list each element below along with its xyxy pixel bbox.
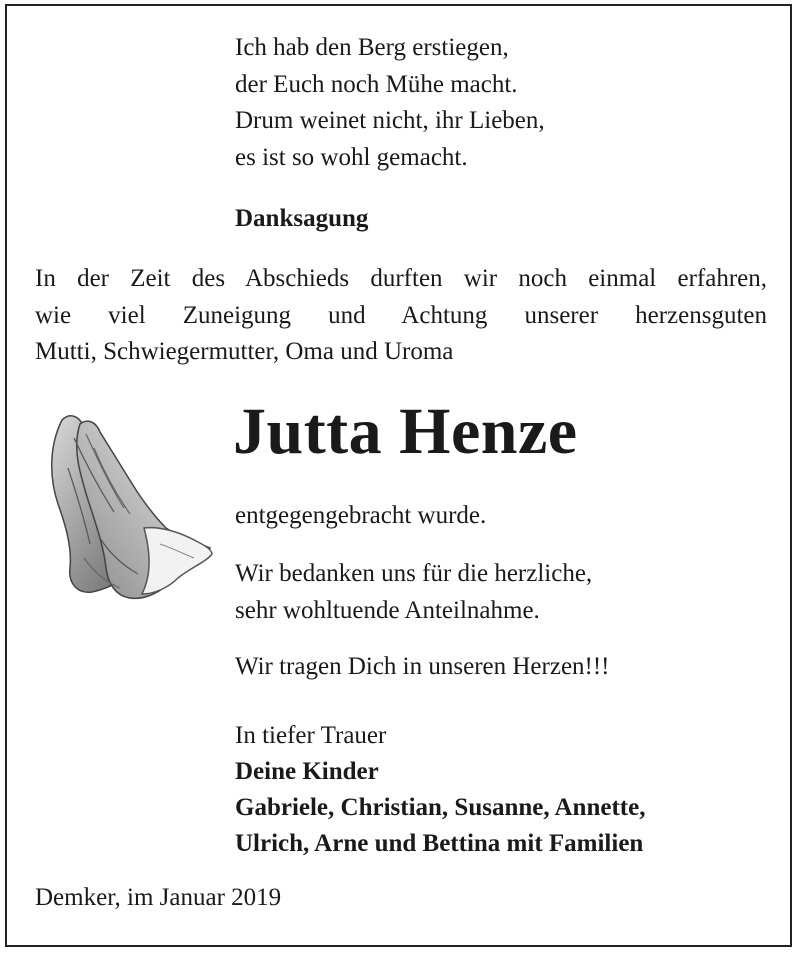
intro-paragraph — [35, 261, 767, 371]
received-text: entgegengebracht wurde. — [235, 502, 487, 529]
deceased-name: Jutta Henze — [233, 395, 578, 468]
poem — [235, 30, 545, 176]
intro-line: Mutti, Schwiegermutter, Oma und Uroma — [35, 338, 454, 365]
intro-line: wie viel Zuneigung und Achtung unserer herzensguten — [35, 301, 767, 329]
heading-danksagung: Danksagung — [235, 205, 369, 232]
poem-line: Ich hab den Berg erstiegen, — [235, 34, 509, 61]
poem-line: Drum weinet nicht, ihr Lieben, — [235, 107, 545, 134]
signature-block — [235, 718, 645, 862]
poem-line: der Euch noch Mühe macht. — [235, 70, 518, 98]
mourning-text: In tiefer Trauer — [235, 722, 387, 749]
thanks-paragraph — [235, 556, 592, 629]
thanks-line: sehr wohltuende Anteilnahme. — [235, 596, 540, 624]
thanks-line: Wir bedanken uns für die herzliche, — [235, 560, 593, 587]
place-date: Demker, im Januar 2019 — [35, 884, 282, 911]
intro-line: In der Zeit des Abschieds durften wir noch einmal erfahren, — [35, 265, 767, 292]
poem-line: es ist so wohl gemacht. — [235, 143, 468, 171]
praying-hands-icon — [40, 408, 218, 608]
names-line: Gabriele, Christian, Susanne, Annette, — [235, 794, 646, 821]
children-label: Deine Kinder — [235, 758, 379, 785]
names-line: Ulrich, Arne und Bettina mit Familien — [235, 830, 644, 857]
hearts-text: Wir tragen Dich in unseren Herzen!!! — [235, 653, 610, 680]
